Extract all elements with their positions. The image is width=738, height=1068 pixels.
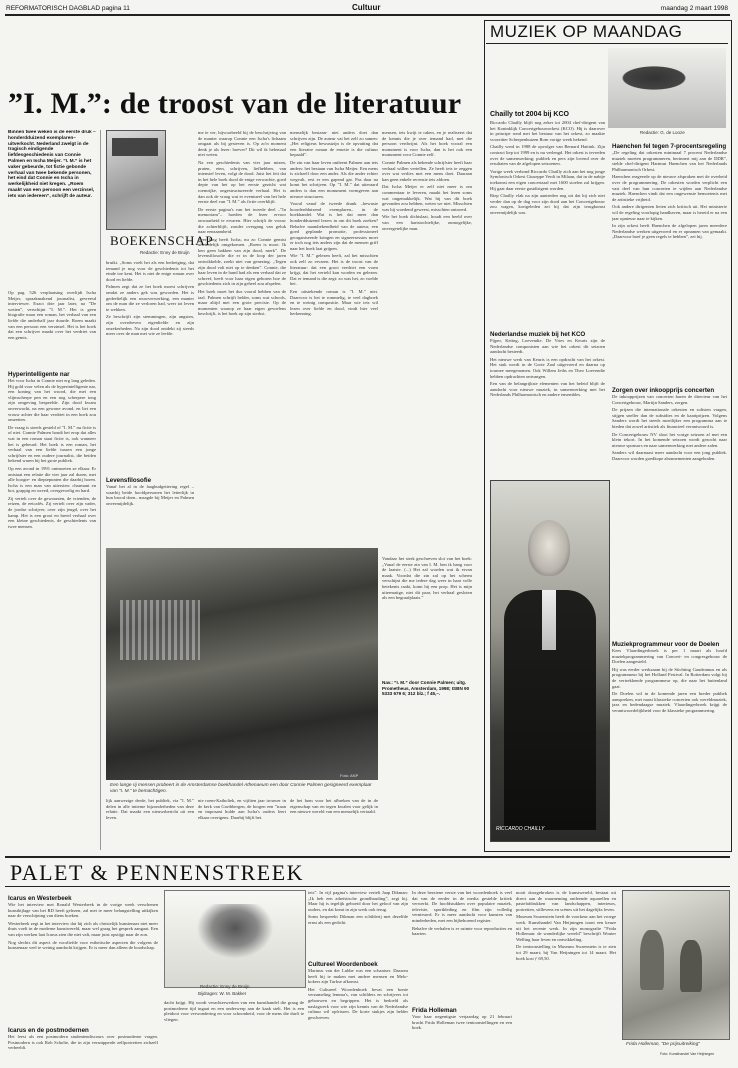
- article-text-col5: mensen, iets kwijt te raken, en je realiseert dat de kennis die je over iemand had, met die persoon verdwijnt. Als het boek vooral een monument is voor Ischa, dan is het ook een monument voor Connie zelf. Connie Palmen als bekende schrijfster heeft haar verhaal willen vertellen. Ze heeft iets te zeggen over wat verlies met een mens doet. Daaraan kan geen enkele recensie iets afdoen. Dat Ischa Meijer er zelf niet meer is om commentaar te leveren, maakt het lezen soms wat ongemakkelijk. Wat hij van dit boek gevonden zou hebben, weten we niet. Misschien was hij woedend geweest, misschien ontroerd. Wie het boek dichtslaat, houdt een beeld over van een hartstochtelijke, onmogelijke, onvergetelijke man.: [382, 130, 472, 231]
- haenchen-lead: „De regeling dat orkesten minimaal 7 procent Nederlandse muziek moeten programmeren, herinnert mij aan de DDR”, stelde chef-dirigent Hartmut Haenchen van het Nederlands Philharmonisch Orkest.: [612, 150, 727, 172]
- palet-text-col1a: Wie het interview met Ronald Westerbeek in de vorige week verschenen kunstbijlage van het RD heeft gelezen, zal met te meer belangstelling uitkijken naar de verschijning van diens boeken. Westerbeek zegt in het interview dat hij zich als christelijk kunstenaar niet meer thuis voelt in de moderne kunstwereld, maar wel graag het gesprek aangaat. Een van zijn werken laat Icarus zien die niet valt, maar juist opstijgt naar de zon. Nog slechts dit aspect de voorliefde voor esthetische aspecten die volgens de kunstenaar veel te weinig aandacht krijgen. Er is meer dan alleen de boodschap.: [8, 902, 158, 951]
- subhead-haenchen: Haenchen fel tegen 7-procentsregeling: [612, 143, 727, 150]
- boekenschap-editor: Redactie: Enny de Bruijn: [140, 250, 190, 255]
- icarus-figure: [190, 904, 280, 964]
- painting-figure-1: [640, 930, 664, 990]
- article-text-col5b: Vandaar het sterk geschreven slot van het boek: „Vanaf de eerste zin van I. M. ben ik bang voor de laatste. (...) Het zal worden wat ik ervan maak. Voordat die zin zal op het scherm verschijnt die me iedere dag weer in haar volle betekenis raakt, komt hij een prop. Het is mijn uitermatige, niet dit paar, het verhaal gesloten als een begraafplaats.”: [382, 556, 472, 601]
- article-text-col1b: Het voor Ischa in Connie niet erg lang geleden. Hij gold voor velen als de hyperintelligente nar, een koning van het woord, die met een vlijmscherpe pen en een nog scherpere tong zijn omgeving bespeelde. Zijn dood kwam onverwacht, na een gewone avond, en liet een vrouw achter die haar verdriet in een boek zou omzetten. De vraag is steeds gesteld of ”I. M.” nu fictie is of niet. Connie Palmen houdt het erop dat alles wat in een roman staat fictie is, ook wanneer het is gebeurd. Het boek is een roman, het verhaal van een liefde tussen een jonge schrijfster en een oudere journalist, die beiden bekend waren bij het grote publiek. Op een avond in 1991 ontmoeten ze elkaar. Er ontstaat een relatie die vier jaar zal duren, met alle hoogte- en dieptepunten die daarbij horen. Ischa is een man van uitersten: charmant en bot, grappig en wreed, overgevoelig en hard. Zij vertelt over de gewoonten, de vrienden, de reizen, de eetcafés. Zij vertelt over zijn vader, de joodse schrijver, over zijn jeugd, over het kamp. Het is een groot en breed verhaal over een kleine geschiedenis, de geschiedenis van twee mensen.: [8, 378, 96, 529]
- music-text-col2c: Kees Vlaardingerbroek is per 1 maart als hoofd muziekprogrammering van Concert- en congresgebouw de Doelen aangesteld. Hij was eerder werkzaam bij de Stichting Gaudeamus en als programmeur bij het Holland Festival. In Rotterdam volgt hij de vertrekkende programmeur op, die naar het buitenland gaat. De Doelen wil in de komende jaren een breder publiek aanspreken, met naast klassieke concerten ook wereldmuziek, jazz en hedendaagse muziek. Vlaardingerbroek krijgt de verantwoordelijkheid voor de klassieke programmering.: [612, 648, 727, 713]
- music-banner-rule: [486, 43, 728, 44]
- palet-banner: PALET & PENNENSTREEK: [10, 860, 305, 885]
- portrait-caption: RICCARDO CHAILLY: [496, 826, 545, 832]
- subhead-chailly: Chailly tot 2004 bij KCO: [490, 111, 569, 118]
- violin-shape: [618, 58, 708, 98]
- subhead-postmodernen: Icarus en de postmodernen: [8, 1027, 89, 1034]
- subhead-nederlandse-muziek: Nederlandse muziek bij het KCO: [490, 331, 586, 338]
- music-text-col2a: „De regeling dat orkesten minimaal 7 procent Nederlandse muziek moeten programmeren, herinnert mij aan de DDR”, stelde chef-dirigent Hartmut Haenchen van het Nederlands Philharmonisch Orkest. Haenchen reageerde op de nieuwe afspraken met de overheid over de programmering. De orkesten worden verplicht een vast deel van hun concerten te wijden aan Nederlandse muziek. Haenchen vindt dat een ongewenste bemoeienis met de artistieke vrijheid. Ook andere dirigenten lieten zich kritisch uit. Het ministerie wil de regeling voorlopig handhaven, maar is bereid er na een jaar opnieuw naar te kijken. In zijn orkest heeft Haenchen de afgelopen jaren meerdere Nederlandse werken uitgevoerd en er opnamen van gemaakt. „Daarvoor hoef je geen regels te hebben”, zei hij.: [612, 150, 727, 240]
- palet-contributors: Bijdragen: W. M. Bakker: [198, 991, 247, 996]
- music-text-col1a: Riccardo Chailly blijft nog zeker tot 2004 chef-dirigent van het Koninklijk Concertgebouworkest (KCO). Hij is daarover in principe rond met het bestuur van het orkest, zo maakte voorzitter Scherpenhuizen Rom vorige week bekend. Chailly werd in 1988 de opvolger van Bernard Haitink. Zijn contract liep tot 1999 en is nu verlengd. Het orkest is tevreden over de samenwerking; publiek en pers zijn lovend over de resultaten van de afgelopen seizoenen. Vorige week verbond Riccardo Chailly zich aan het nog jonge Symfonisch Orkest Giuseppe Verdi in Milaan, dat in de nabije toekomst een eigen concertzaal met 1600 stoelen zal krijgen. Hij gaat daar eerste gastdirigent worden. Riep Chailly vlak na zijn aantreden nog uit dat hij zich niet verder dan op de dag voor zijn dood aan het Concertgebouw zou wagen, kortgeleden zei hij dat zijn terugkomst onvermijdelijk was.: [490, 120, 605, 215]
- palet-rule-top: [5, 856, 730, 858]
- subhead-doelen: Muziekprogrammeur voor de Doelen: [612, 641, 720, 648]
- photo-credit: Foto: ANP: [340, 773, 359, 778]
- palet-text-col2: dacht krijgt. Hij wordt verachterwerken van een kunsthandel die graag de postmoderne tijd ingaat en een onderwerp aan de kaak stelt. Het is een pleidooi voor verwondering en voor schoonheid, voor de mens die durft te vliegen.: [164, 1000, 304, 1022]
- chailly-lead: Riccardo Chailly blijft nog zeker tot 2004 chef-dirigent van het Koninklijk Concertgebouworkest (KCO). Hij is daarover in principe rond met het bestuur van het orkest, zo maakte voorzitter Scherpenhuizen Rom vorige week bekend.: [490, 120, 605, 142]
- boekenschap-logo: BOEKENSCHAP: [110, 233, 214, 248]
- palet-text-col4a: In deze herziene versie van het woordenboek is veel dat van de eerder in de media gestelde kritiek verwerkt. De hoofdstukken over populaire muziek, televisie, sportkleding en film zijn volledig vernieuwd. Er is meer aandacht voor kunsten van minderheden, met een bijbehorend register. Behalve de verhalen is er ruimte voor reproducties en kaarten.: [412, 890, 512, 937]
- article-text-col3c: nie roem-Katholiek, en vijftien jaar trouwer in de kerk van Gortbbergen, de borgen een ”traan en imposant hulde aan Ischa's ouders leert elkaar overigens. Daarbij blijft het.: [198, 798, 286, 820]
- article-text-col2b: Vanaf het al in de laagbudgettering regel –waarbij beide hoofdpersonen het letterlijk in hun brood doen– maagde bij Meijer en Palmen onvermijdelijk.: [106, 484, 194, 506]
- book-cover-title-band: [112, 138, 158, 156]
- article-text-col1a: Op pag. 526 verplaatsing overlijdt Ischa Meijer, spraakmakend journalist, gevreesd interviewer. Exact drie jaar later, na ”De wetten”, verschijnt ”I. M.”. Het is geen biografie maar een roman, het verhaal van een liefde die anderhalf jaar duurde. Roem maakt van een persoon een verzinsel. Het is het boek dat een schrijver maakt over het verdriet van een gemis.: [8, 290, 96, 340]
- portrait-shirt: [542, 590, 556, 650]
- music-text-col2b: De inkoopprijzen van concerten baren de directeur van het Concertgebouw, Martijn Sanders, zorgen. De prijzen die internationale orkesten en solisten vragen, stijgen sneller dan de subsidies en de kaartprijzen. Volgens Sanders wordt het steeds moeilijker een programma aan te bieden dat zowel artistiek als financieel verantwoord is. De Concertgebouw NV sloot het vorige seizoen af met een klein tekort. In het komende seizoen wordt gezocht naar nieuwe sponsors en naar samenwerking met andere zalen. Sanders wil daarnaast meer aandacht voor een jong publiek. Daarvoor worden goedkope abonnementen aangeboden.: [612, 394, 727, 461]
- section-name: Cultuur: [352, 3, 381, 12]
- music-editor: Redactie: G. de Looze: [640, 130, 685, 135]
- frida-photo-credit: Foto: Kunsthandel Van Heijningen: [660, 1052, 715, 1056]
- subhead-inkoopprijs: Zorgen over inkoopprijs concerten: [612, 387, 715, 394]
- palet-text-col4b: [412, 1014, 512, 1064]
- palet-text-col3a: iets”. In vijf pagina's interview vertelt Jaap Dikman: „Ik heb een atheïstische grondhouding”, zegt hij. Maar hij is tegelijk geboeid door het geloof van zijn ouders, en dat komt in zijn werk ook terug. Soms bespreekt Dikman een schilderij met dezelfde ernst als een gedicht.: [308, 890, 408, 925]
- music-banner: MUZIEK OP MAANDAG: [490, 22, 683, 41]
- palet-text-col1b: [8, 1034, 158, 1064]
- icarus-lead: Wie het interview met Ronald Westerbeek in de vorige week verschenen kunstbijlage van het RD heeft gelezen, zal met te meer belangstelling uitkijken naar de verschijning van diens boeken.: [8, 902, 158, 919]
- subhead-hyperintelligente-nar: Hyperintelligente nar: [8, 371, 70, 378]
- article-lead: Binnen twee weken is de eerste druk –honderdduizend exemplaren– uitverkocht. Nederland zwelgt in de tragisch eindigende liefdesgeschiedenis van Connie Palmen en Ischa Meijer. ”I. M.” is het vaker gebeurde, tot fictie gebonde verhaal van twee bekende personen, het eind dat Connie en Ischa in werkelijkheid niet kregen. „Roem maakt van een persoon een verzinsel, iets van iedereen”, schrijft de auteur.: [8, 130, 96, 199]
- nl-music-lead: Pijper, Keting, Loevendie. De Vries en Keuris zijn de Nederlandse componisten aan wie het orkest dit seizoen aandacht besteedt.: [490, 338, 605, 355]
- book-details: Nav.: ”I. M.” door Connie Palmen; uitg. Prometheus, Amsterdam, 1998; ISBN 90 5333 679 6; 312 blz.; f 45,–.: [382, 680, 470, 697]
- palet-rule: [5, 886, 730, 887]
- inkoop-lead: De inkoopprijzen van concerten baren de directeur van het Concertgebouw, Martijn Sanders, zorgen.: [612, 394, 727, 405]
- palet-editor: Redactie: Enny de Bruijn: [200, 984, 250, 989]
- postmodern-lead: Het leest als een postmodern studentendiscours over postmoderne vragen. Postmodern is ook Rob Scholte, die in zijn versnipperde zelfportretten zichzelf verbeeldt.: [8, 1034, 158, 1051]
- palet-text-col5: nooit doorgebroken is de kunstwereld, bestaat uit direct aan de waarneming ontleende aquarellen en pastelafdrukken van landschappen, interieurs, portretten, stillevens en scènes uit het dagelijks leven. Museum Swaenstein heeft de voorkeur aan het vroege werk. Kunsthandel Van Heijningen toont een keuze uit het recente werk. In zijn monografie ”Frida Holleman: de wonderlijke wereld” beschrijft Wouter Welling haar leven en ontwikkeling. De tentoonstelling in Museum Swaenstein is te zien tot 29 maart; bij Van Heijningen tot 14 maart. Het boek kost ƒ 69,50.: [516, 890, 616, 961]
- subhead-woordenboek: Cultureel Woordenboek: [308, 961, 378, 968]
- paper-name: REFORMATORISCH DAGBLAD pagina 11: [6, 5, 130, 12]
- painting-figure-2: [680, 940, 702, 992]
- portrait-face: [528, 520, 570, 576]
- photo-caption: Een lange rij mensen probeert in de Amsterdamse boekhandel Athenaeum een door Connie Palmen gesigneerd exemplaar van ”I. M.” te bemachtigen.: [110, 783, 372, 794]
- subhead-levensfilosofie: Levensfilosofie: [106, 477, 152, 484]
- music-text-col1b: Pijper, Keting, Loevendie. De Vries en Keuris zijn de Nederlandse componisten aan wie het orkest dit seizoen aandacht besteedt. Het nieuwe werk van Keuris is een opdracht van het orkest. Het stuk wordt in de Grote Zaal uitgevoerd en daarna op tournee meegenomen. Ook Willem Jeths en Theo Loevendie hebben opdrachten ontvangen. Een van de belangrijkste elementen van het beleid blijft de aandacht voor nieuwe muziek, in samenwerking met het Nederlands Philharmonisch en andere ensembles.: [490, 338, 605, 398]
- palet-text-col3b: Marinus van der Lubbe was een schaatser. Daarom heeft hij te maken met andere mensen en Melo- kokers zijn Turkse afkomst. Het Cultureel Woordenboek bevat een bonte verzameling lemma's, van schilders en schrijvers tot gebouwen en begrippen. Het is bedoeld als naslagwerk voor wie zijn kennis van de Nederlandse cultuur wil opfrissen. De korte stukjes zijn helder geschreven.: [308, 968, 408, 1020]
- article-text-col2c: lijk aanwezige derde, het publiek, via ”I. M.” delen in alle intieme bijzonderheden van deze relatie. Dat maakt een nieuwsbericht uit een leven.: [106, 798, 194, 820]
- frida-painting: [622, 890, 730, 1040]
- frida-lead: Voor haar negentigste verjaardag op 21 februari bracht Frida Holleman twee tentoonstellingen en een boek.: [412, 1014, 512, 1031]
- bookshelf-image: [120, 600, 200, 660]
- article-text-col4: menselijk bestaan- niet anders doet dan schrijven zijn. De auteur vat het zelf zo samen: „Het religieus bewustzijn is de opvatting dat een literaire roman de emotie is die cultuur bepaald”. De zin van haar leven ontleent Palmen aan iets anders: het bestaan van Ischa Meijer. Een mens is zichzelf door een ander. Als die ander echter wegvalt, rest er een gapend gat. Pas daar na komt het schrijven. Op ”I. M.” dat uiteraard anders is dan een monument vormgeven aan nieuwe structuren. Vooral vanaf de tweede drank –bewuste hoorderdduizend exemplaren– in de boekhandel. Wat is het dat meer dan honderdduizend lezers in om dit boek zoeken? Behalve naambekendheid van de auteur, een goed geplande promotie, professioneel georganiseerde kringen en signeersessies moet er toch nog iets anders zijn dat de mensen griff naar het boek laat grijpen. Wie ”I. M.” gelezen heeft, zal het misschien ook zelf zo ervaren. Het is de troost van de literatuur: dat een groot verdriet een vorm krijgt, dat het verteld kan worden en gelezen. Dat er iemand is die zegt: zo was het, zo voelde het. Een uitstekende roman is ”I. M.” niet. Daarvoor is het te rommelig, te veel dagboek en te weinig compositie. Maar wie iets wil lezen over liefde en dood, vindt hier veel herkenning.: [290, 130, 378, 317]
- subhead-frida: Frida Holleman: [412, 1007, 457, 1014]
- bookstore-queue-photo: [106, 548, 378, 780]
- doelen-lead: Kees Vlaardingerbroek is per 1 maart als hoofd muziekprogrammering van Concert- en congresgebouw de Doelen aangesteld.: [612, 648, 727, 665]
- article-text-col2: bruikt. „Soms voelt het als een bedreiging, dat iemand je nog voor de geschiedenis tot het einde toe kent. Het is niet de enige roman over dood en liefde. Palmen zegt dat ze het boek moest schrijven omdat ze anders gek was geworden. Het is gedeeltelijk een rouwverwerking, een manier om de man die ze verloren had, weer tot leven te wekken. Ze beschrijft zijn stemmingen, zijn angsten, zijn overdreven eigenliefde en zijn onzekerheden. Na zijn dood ontdekt zij steeds meer over de man met wie ze leefde.: [106, 260, 194, 337]
- article-text-col4c: de het hom voor het afbreken van de in de eigenschap van en tegen kwalen voor gelijk in een nieuwe wereld van een menselijk vertaald.: [290, 798, 378, 815]
- column-rule: [100, 130, 101, 850]
- frida-caption: Frida Holleman, ”De prijsuitreiking”: [626, 1042, 700, 1047]
- woordenboek-lead: Marinus van der Lubbe was een schaatser. Daarom heeft hij te maken met andere mensen en Melo- kokers zijn Turkse afkomst.: [308, 968, 408, 985]
- issue-date: maandag 2 maart 1998: [660, 5, 728, 12]
- article-title: ”I. M.”: de troost van de literatuur: [8, 87, 462, 120]
- article-text-col3: me te ver, bijvoorbeeld bij de beschrijving van de manier waarop Connie een Ischa's lichaam omgaat als bij gesteven is. Op zo'n moment denk je als lezer: hoever? Dit wil ik helemaal niet weten. Na een geschiedenis van vier jaar mizen, praten, eten, schrijven, liefhebben, van intensief leven, volgt de dood. Juist het feit dat in het hele boek dood de enige verwachte, goed depte van het op het eerste gezicht wat roemrijke, ongestructureerde verhaal. Het is dan ook de vraag wat er eventueel van het hele eerste deel van ”I. M.” als fictie overblijft. De eerste pagina's van het tweede deel –”In memoriam”– hoeden de lezer ervoor onwaarheid te ervaren. Hier schrijft de vrouw die achterblijft, zonder overgang van geluk naar eenzaamheid. Zeer lang heeft Ischa, nu zo Connie gemist uiteindelijk omgekomen. „Roem is mooi. Ik ken geen bakken van zijn dood, merk”. De levensfilosofie die er in de loop der jaren ontwikkelde, zoekt niet van genezing. „Tegen zijn dood valt niet op te denken”. Connie, die haar leven in de hand had als een verhaal dat ze schreef, heeft voor haar eigen geboren hoe de geschiedenis zich in zijn geheel zou afspelen. Het boek moet het dus vooral hebben van de taal. Palmen schrijft helder, soms wat schools, maar altijd met een grote precisie. Op de momenten waarop ze haar eigen gevoelens beschrijft, is het boek op zijn sterkst.: [198, 130, 286, 317]
- subhead-icarus: Icarus en Westerbeek: [8, 895, 72, 902]
- header-rule: [5, 14, 730, 16]
